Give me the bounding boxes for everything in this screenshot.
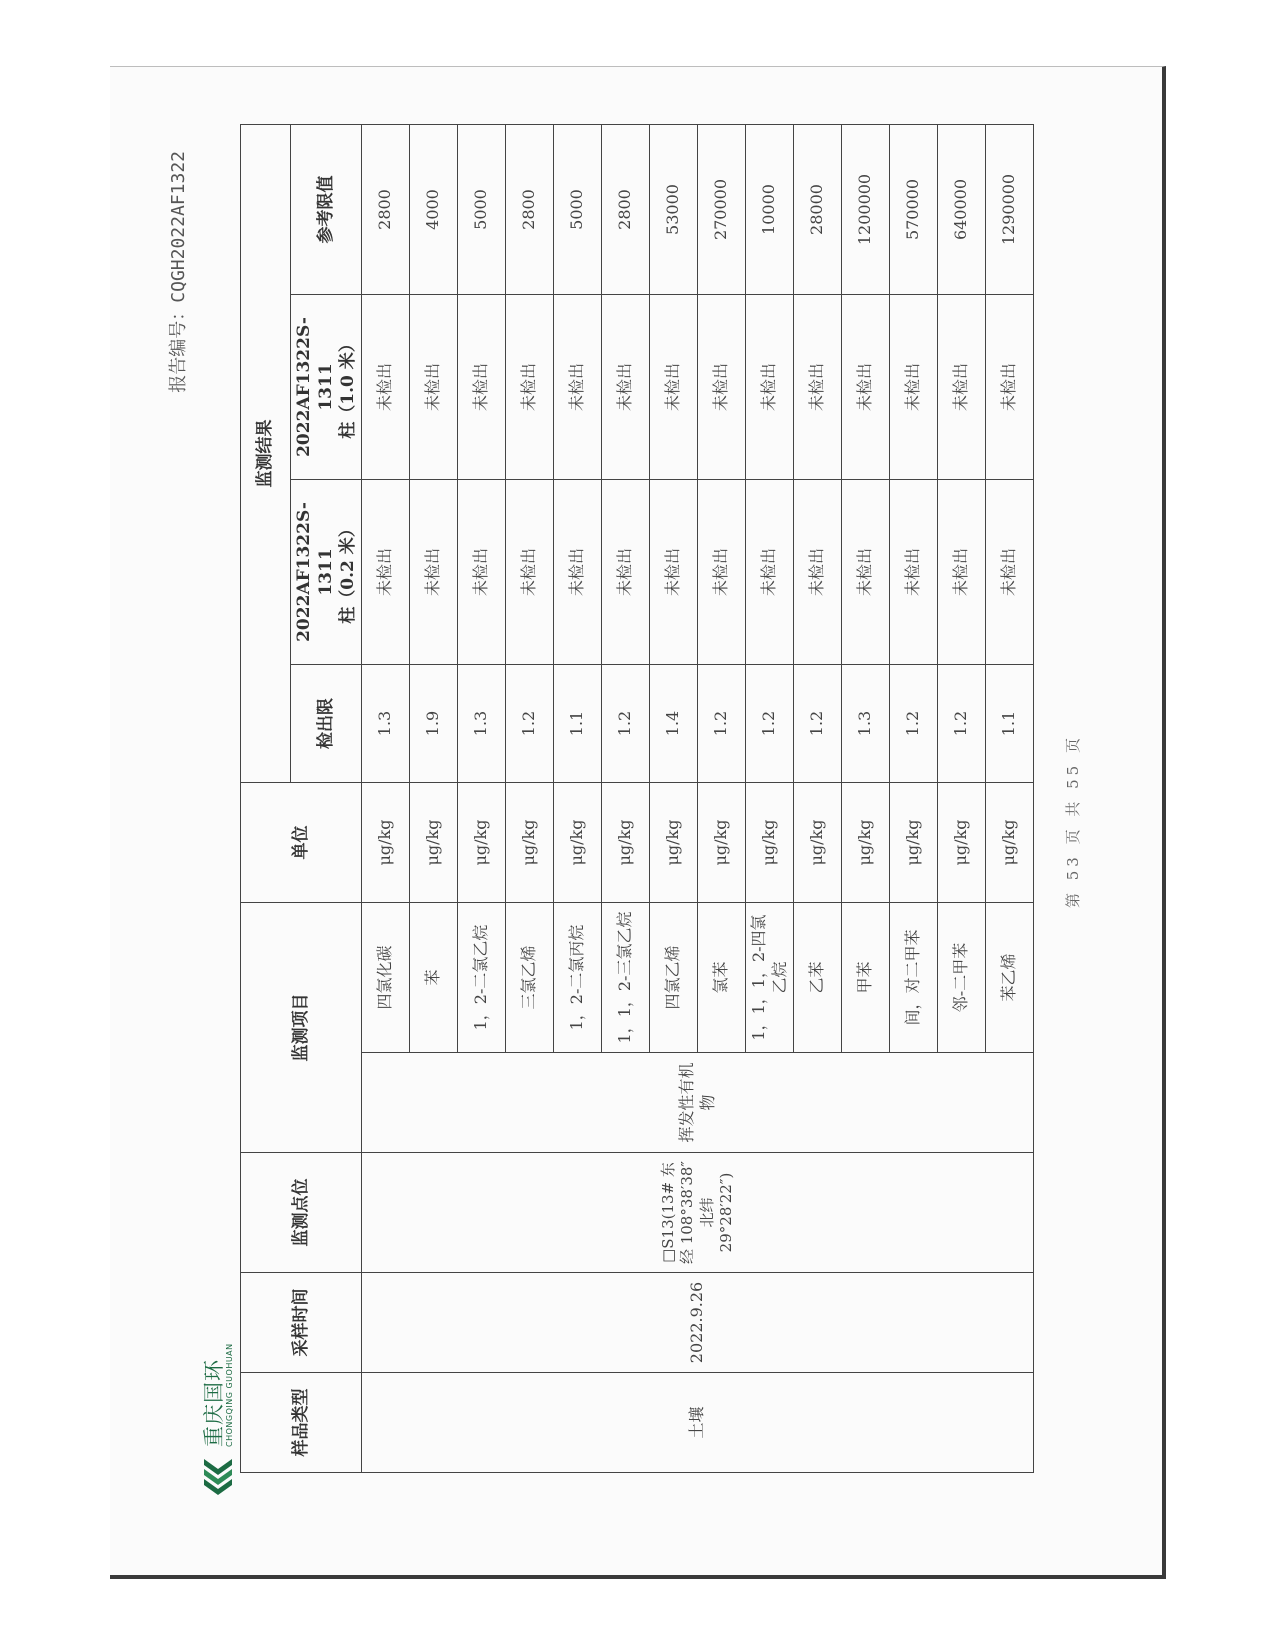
header-result-col1 [291, 480, 362, 665]
unit-cell: μg/kg [938, 783, 986, 903]
result1-cell: 未检出 [842, 480, 890, 665]
reference-cell: 5000 [458, 125, 506, 295]
item-cell: 苯 [410, 903, 458, 1053]
reference-cell: 28000 [794, 125, 842, 295]
unit-cell: μg/kg [746, 783, 794, 903]
item-cell: 邻-二甲苯 [938, 903, 986, 1053]
limit-cell: 1.2 [746, 665, 794, 783]
result1-cell: 未检出 [890, 480, 938, 665]
limit-cell: 1.3 [842, 665, 890, 783]
limit-cell: 1.3 [362, 665, 410, 783]
item-cell: 乙苯 [794, 903, 842, 1053]
report-number-value: CQGH2022AF1322 [168, 151, 189, 303]
unit-cell: μg/kg [554, 783, 602, 903]
reference-cell: 2800 [506, 125, 554, 295]
result2-cell: 未检出 [890, 295, 938, 480]
header-item: 监测项目 [241, 903, 362, 1153]
header-results: 监测结果 [241, 125, 291, 783]
monitoring-table [240, 124, 1034, 1473]
result2-cell: 未检出 [506, 295, 554, 480]
result1-cell: 未检出 [362, 480, 410, 665]
page-number: 第 53 页 共 55 页 [1064, 734, 1082, 909]
result1-cell: 未检出 [698, 480, 746, 665]
result2-cell: 未检出 [362, 295, 410, 480]
item-cell: 三氯乙烯 [506, 903, 554, 1053]
unit-cell: μg/kg [506, 783, 554, 903]
limit-cell: 1.2 [506, 665, 554, 783]
reference-cell: 1290000 [986, 125, 1034, 295]
result1-cell: 未检出 [938, 480, 986, 665]
header-detection-limit: 检出限 [291, 665, 362, 783]
result1-cell: 未检出 [458, 480, 506, 665]
result2-cell: 未检出 [794, 295, 842, 480]
unit-cell: μg/kg [890, 783, 938, 903]
result2-cell: 未检出 [458, 295, 506, 480]
result1-cell: 未检出 [650, 480, 698, 665]
item-cell: 甲苯 [842, 903, 890, 1053]
limit-cell: 1.2 [698, 665, 746, 783]
limit-cell: 1.1 [986, 665, 1034, 783]
result1-cell: 未检出 [746, 480, 794, 665]
result1-cell: 未检出 [602, 480, 650, 665]
sample-type-cell: 土壤 [362, 1373, 1034, 1473]
result2-cell: 未检出 [554, 295, 602, 480]
result2-cell: 未检出 [842, 295, 890, 480]
unit-cell: μg/kg [986, 783, 1034, 903]
reference-cell: 10000 [746, 125, 794, 295]
item-cell: 1，1，2-三氯乙烷 [602, 903, 650, 1053]
result2-cell: 未检出 [698, 295, 746, 480]
limit-cell: 1.2 [890, 665, 938, 783]
reference-cell: 2800 [362, 125, 410, 295]
item-cell: 苯乙烯 [986, 903, 1034, 1053]
result2-cell: 未检出 [410, 295, 458, 480]
reference-cell: 1200000 [842, 125, 890, 295]
unit-cell: μg/kg [362, 783, 410, 903]
reference-cell: 4000 [410, 125, 458, 295]
table-body [362, 125, 1034, 1473]
limit-cell: 1.3 [458, 665, 506, 783]
reference-cell: 270000 [698, 125, 746, 295]
limit-cell: 1.2 [938, 665, 986, 783]
unit-cell: μg/kg [410, 783, 458, 903]
item-cell: 1，2-二氯乙烷 [458, 903, 506, 1053]
company-name-cn: 重庆国环 [201, 1359, 226, 1447]
reference-cell: 570000 [890, 125, 938, 295]
item-cell: 氯苯 [698, 903, 746, 1053]
header-sample-type: 样品类型 [241, 1373, 362, 1473]
unit-cell: μg/kg [650, 783, 698, 903]
result1-cell: 未检出 [554, 480, 602, 665]
col1-line1: 2022AF1322S-1311 [294, 502, 337, 642]
col2-line2: 柱（1.0 米） [338, 335, 359, 439]
header-sample-time: 采样时间 [241, 1273, 362, 1373]
unit-cell: μg/kg [698, 783, 746, 903]
item-cell: 四氯化碳 [362, 903, 410, 1053]
unit-cell: μg/kg [458, 783, 506, 903]
reference-cell: 2800 [602, 125, 650, 295]
limit-cell: 1.9 [410, 665, 458, 783]
point-cell: □S13(13# 东经 108°38′38″ 北纬 29°28′22″) [362, 1153, 1034, 1273]
reference-cell: 53000 [650, 125, 698, 295]
paper-sheet [110, 66, 1166, 1579]
rotated-page [110, 67, 1162, 1575]
header-result-col2 [291, 295, 362, 480]
item-cell: 1，1，1，2-四氯乙烷 [746, 903, 794, 1053]
reference-cell: 640000 [938, 125, 986, 295]
company-name-en: CHONGQING GUOHUAN [224, 1343, 234, 1447]
result2-cell: 未检出 [986, 295, 1034, 480]
item-cell: 四氯乙烯 [650, 903, 698, 1053]
item-cell: 间，对二甲苯 [890, 903, 938, 1053]
report-number [164, 151, 190, 393]
limit-cell: 1.1 [554, 665, 602, 783]
logo-icon [198, 1455, 238, 1499]
result1-cell: 未检出 [794, 480, 842, 665]
limit-cell: 1.2 [602, 665, 650, 783]
header-unit: 单位 [241, 783, 362, 903]
limit-cell: 1.2 [794, 665, 842, 783]
unit-cell: μg/kg [842, 783, 890, 903]
item-cell: 1，2-二氯丙烷 [554, 903, 602, 1053]
result2-cell: 未检出 [602, 295, 650, 480]
unit-cell: μg/kg [794, 783, 842, 903]
result2-cell: 未检出 [650, 295, 698, 480]
limit-cell: 1.4 [650, 665, 698, 783]
category-cell: 挥发性有机物 [362, 1053, 1034, 1153]
company-logo [198, 1343, 238, 1499]
header-point: 监测点位 [241, 1153, 362, 1273]
sample-time-cell: 2022.9.26 [362, 1273, 1034, 1373]
reference-cell: 5000 [554, 125, 602, 295]
table-row [362, 125, 410, 1473]
result2-cell: 未检出 [938, 295, 986, 480]
result2-cell: 未检出 [746, 295, 794, 480]
col2-line1: 2022AF1322S-1311 [294, 317, 337, 457]
unit-cell: μg/kg [602, 783, 650, 903]
result1-cell: 未检出 [506, 480, 554, 665]
result1-cell: 未检出 [986, 480, 1034, 665]
result1-cell: 未检出 [410, 480, 458, 665]
header-reference: 参考限值 [291, 125, 362, 295]
col1-line2: 柱（0.2 米） [338, 520, 359, 624]
report-number-label: 报告编号： [168, 302, 189, 393]
